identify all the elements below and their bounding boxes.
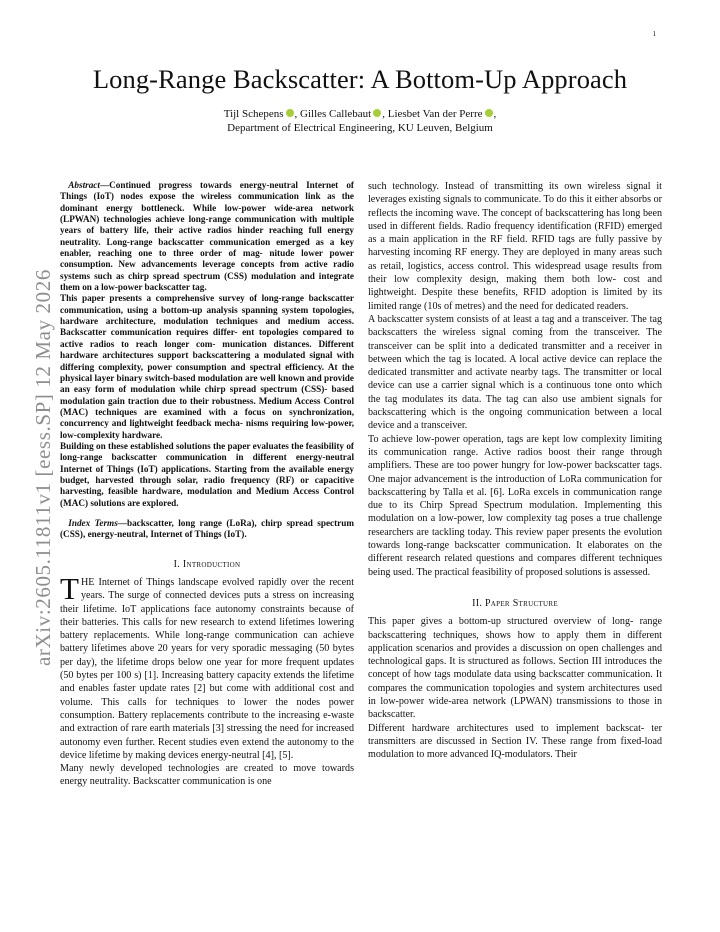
right-column	[368, 180, 662, 761]
body-paragraph	[60, 762, 354, 789]
orcid-icon[interactable]	[373, 109, 381, 117]
author-block	[0, 107, 720, 135]
paper-title: Long-Range Backscatter: A Bottom-Up Approach	[92, 64, 628, 94]
paragraph-text: such technology. Instead of transmitting its own wireless signal it leverages existing signals to communicate. To do this it either absorbs or reflects the incoming wave. The concept of backscattering has long been used in different fields. Radio frequency identification (RFID) emerged as a main application in the RF field. RFID tags are fully passive by harvesting incoming RF energy. They are deployed in many areas such as retail, logistics, access control. This widespread usage results from their low complexity design, making them both low- cost and lightweight. Despite these benefits, RFID adoption is limited by its limited range (10s of metres) and the need for dedicated readers.	[368, 181, 662, 312]
abstract-text: —Continued progress towards energy-neutral Internet of Things (IoT) nodes expose the wireless communication link as the dominant energy bottleneck. While low-power wide-area network (LPWAN) technologies achieve long-range communication with multiple years of battery life, their active radios hinder reaching full energy neutrality. Long-range backscatter communication emerged as a key enabler, reaching one to three order of mag- nitude lower power consumption. New advancements leverage concepts from active radio systems such as chirp spread spectrum (CSS) modulation and integrate them on a low-power backscatter tag.	[60, 180, 354, 293]
body-paragraph	[60, 570, 354, 762]
abstract-paragraph	[60, 180, 354, 293]
orcid-icon[interactable]	[286, 109, 294, 117]
author-separator: ,	[382, 108, 388, 120]
body-paragraph: To achieve low-power operation, tags are kept low complexity limiting its communication range. Active radios boost their range through amplifiers. These are too power hungry for low-power backscatter tags. One major advancement is the introduction of LoRa communication for backscattering by Talla et al. [6]. LoRa excels in communication range due to its Chirp Spread Spectrum modulation. Implementing this modulation on a low-power, low complexity tag poses a true challenge researchers are tackling today. This review paper presents the evolution towards long-range backscatter communication. It elaborates on the different research related questions and compares different techniques being used. The practical feasibility of proposed solutions is assessed.	[368, 433, 662, 578]
body-paragraph: A backscatter system consists of at least a tag and a transceiver. The tag backscatters the wireless signal coming from the transceiver. The transceiver can be split into a dedicated transmitter and a receiver in between which the tag is located. A local active device can replace the dedicated transmitter and activate nearby tags. The transmitter or local device can use a carrier signal which is a continuous tone onto which the tag modulates its data. The tag can also use ambient signals for backscattering which is the ongoing communication between a local device and a transceiver.	[368, 313, 662, 432]
index-terms-text: —backscatter, long range (LoRa), chirp spread spectrum (CSS), energy-neutral, Internet of Things (IoT).	[60, 517, 355, 540]
body-paragraph: This paper gives a bottom-up structured overview of long- range backscattering techniques, shows how to apply them in different application scenarios and provides a discussion on open challenges and technological gaps. It is structured as follows. Section III introduces the concept of how tags modulate data using backscatter communication. It compares the communication topologies and system architectures used in low-power wide-area network (LPWAN) transmissions to those in backscatter.	[368, 616, 662, 721]
abstract-label: Abstract	[68, 180, 100, 190]
index-terms	[60, 518, 354, 541]
arxiv-identifier-stamp: arXiv:2605.11811v1 [eess.SP] 12 May 2026	[31, 269, 55, 666]
left-column	[60, 180, 354, 789]
page-number: 1	[652, 30, 656, 38]
author-name: Gilles Callebaut	[300, 108, 372, 120]
paragraph-text: Many newly developed technologies are created to move towards energy neutrality. Backscatter communication is one	[60, 763, 354, 788]
index-terms-label: Index Terms	[68, 517, 118, 528]
affiliation: Department of Electrical Engineering, KU Leuven, Belgium	[227, 122, 493, 134]
abstract-paragraph: Building on these established solutions the paper evaluates the feasibility of long-range backscatter communication in different energy-neutral Internet of Things (IoT) applications. Starting from the available energy budget, harvested through solar, radio frequency (RF) or capacitive harvesting, feasible hardware, modulation and Medium Access Control (MAC) solutions are explored.	[60, 440, 354, 508]
section-heading: II. Paper Structure	[472, 597, 558, 609]
author-separator: ,	[294, 108, 301, 120]
author-list	[0, 107, 720, 121]
abstract-paragraph: This paper presents a comprehensive survey of long-range backscatter communication, using a bottom-up analysis spanning system topologies, hardware architecture, modulation techniques and medium access. Backscatter communication requires differ- ent topologies compared to active radios to reach longer com- munication distances. Different hardware architectures support backscattering a modulated signal with differing complexity, power consumption and spectral efficiency. At the physical layer binary switch-based modulation are well known and provide an easy form of modulation while chirp spread spectrum (CSS)- based modulation gain traction due to their robustness. Medium Access Control (MAC) techniques are examined with a focus on synchronization, concurrency and lightweight feedback mecha- nisms requiring low-power, low-complexity hardware.	[60, 293, 354, 440]
author-name: Liesbet Van der Perre	[387, 108, 483, 120]
section-heading: I. Introduction	[173, 558, 241, 570]
orcid-icon[interactable]	[485, 109, 493, 117]
body-paragraph: Different hardware architectures used to implement backscat- ter transmitters are discussed in Section IV. These range from fixed-load modulation to more advanced IQ-modulators. Their	[368, 722, 662, 761]
author-name: Tijl Schepens	[223, 108, 284, 120]
paragraph-text: HE Internet of Things landscape evolved rapidly over the recent years. The surge of connected devices puts a stress on increasing their lifetime. IoT applications face autonomy constraints because of their batteries. This calls for new research to extend lifetimes lowering battery replacements. While long-range communication can achieve battery lifetimes above 20 years for very sporadic messaging (50 bytes per day), the lifetime drops below one year for more frequent updates (50 bytes per 100 s) [1]. Increasing battery capacity extends the lifetime and enables faster update rates [2] but come with additional cost and volume. This calls for techniques to lower the nodes power consumption. Battery replacements contribute to the increasing e-waste and extraction of rare earth materials [3] stressing the need for increased autonomy even further. Recent studies even extend the autonomy to the device lifetime by making devices energy-neutral [4], [5].	[60, 576, 354, 761]
body-paragraph	[368, 180, 662, 313]
author-separator: ,	[493, 108, 497, 120]
drop-cap: T	[60, 570, 79, 606]
